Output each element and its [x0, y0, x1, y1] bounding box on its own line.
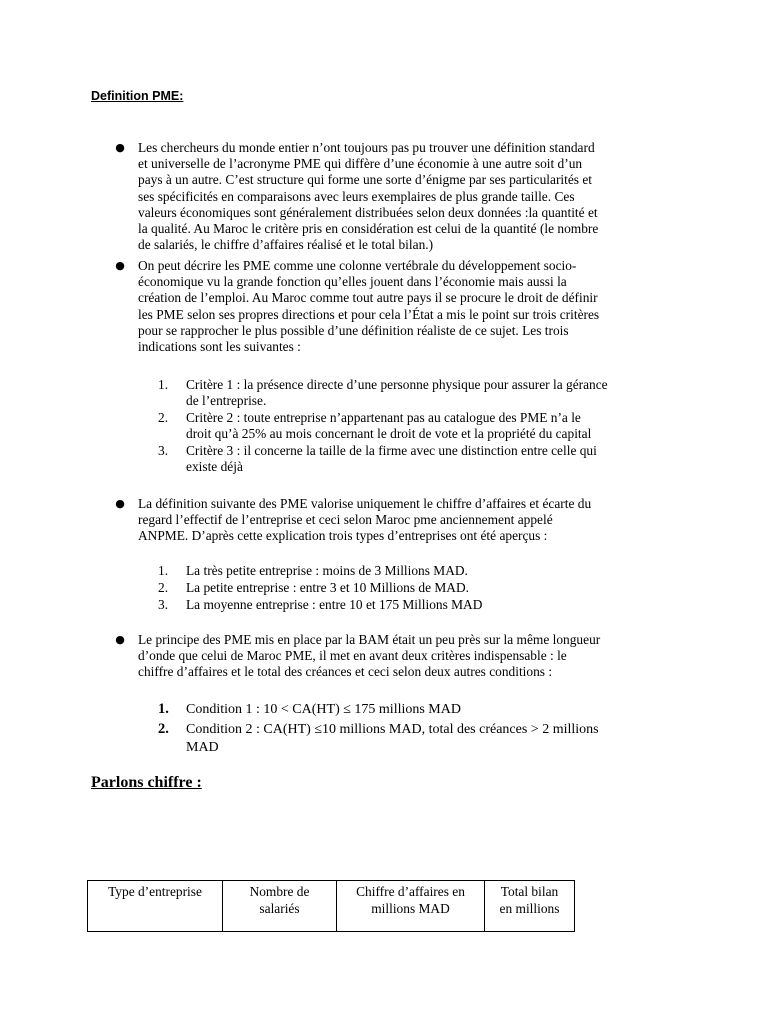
- pme-table: [87, 880, 575, 932]
- table-header-row: [88, 881, 575, 932]
- table-header-cell: [337, 881, 485, 932]
- bullet-dot-icon: ●: [115, 259, 125, 272]
- list-number: 3.: [158, 597, 169, 612]
- list-number: 2.: [158, 721, 169, 737]
- list-number: 1.: [158, 701, 169, 717]
- header-line: Chiffre d’affaires en: [356, 884, 465, 899]
- bullet-text: [138, 632, 680, 681]
- text-line: La définition suivante des PME valorise uniquement le chiffre d’affaires et écarte du: [138, 496, 592, 511]
- text-line: Le principe des PME mis en place par la BAM était un peu près sur la même longueur: [138, 632, 601, 647]
- bullet-dot-icon: ●: [115, 141, 125, 154]
- text-line: Critère 3 : il concerne la taille de la firme avec une distinction entre celle qui: [186, 443, 597, 458]
- text-line: Les chercheurs du monde entier n’ont toujours pas pu trouver une définition standard: [138, 140, 595, 155]
- bullet-text: [138, 258, 680, 355]
- list-number: 1.: [158, 377, 169, 392]
- list-number: 1.: [158, 563, 169, 578]
- text-line: pays à un autre. C’est structure qui forme une sorte d’énigme par ses particularités et: [138, 172, 593, 188]
- condition-text: [186, 701, 461, 719]
- table-header-cell: [223, 881, 337, 932]
- text-line: les PME selon ses propres directions et pour cela l’État a mis le point sur trois critères: [138, 306, 600, 322]
- table-header-cell: [88, 881, 223, 932]
- text-line: ses spécificités en comparaisons avec leurs exemplaires de plus grande taille. Ces: [138, 188, 575, 204]
- text-line: Condition 2 : CA(HT) ≤10 millions MAD, total des créances > 2 millions: [186, 722, 599, 737]
- list-number: 3.: [158, 443, 169, 458]
- critere-text: [186, 377, 608, 409]
- bullet-text: [138, 140, 680, 253]
- text-line: Critère 2 : toute entreprise n’appartenant pas au catalogue des PME n’a le: [186, 410, 581, 425]
- critere-text: [186, 410, 591, 442]
- text-line: chiffre d’affaires et le total des créances et ceci selon deux autres conditions :: [138, 664, 553, 680]
- list-number: 2.: [158, 410, 169, 425]
- text-line: On peut décrire les PME comme une colonne vertébrale du développement socio-: [138, 258, 577, 273]
- table-header-cell: [485, 881, 575, 932]
- header-line: Type d’entreprise: [108, 884, 202, 899]
- text-line: création de l’emploi. Au Maroc comme tout autre pays il se procure le droit de définir: [138, 290, 598, 306]
- text-line: ANPME. D’après cette explication trois types d’entreprises ont été aperçus :: [138, 528, 548, 544]
- text-line: Condition 1 : 10 < CA(HT) ≤ 175 millions MAD: [186, 702, 461, 717]
- type-text: La moyenne entreprise : entre 10 et 175 Millions MAD: [186, 597, 483, 612]
- bullet-dot-icon: ●: [115, 497, 125, 510]
- text-line: pour se rapprocher le plus possible d’une définition réaliste de ce sujet. Les trois: [138, 322, 569, 338]
- list-number: 2.: [158, 580, 169, 595]
- text-line: indications sont les suivantes :: [138, 339, 301, 355]
- header-line: salariés: [259, 901, 300, 916]
- condition-text: [186, 721, 599, 756]
- text-line: économique vu la grande fonction qu’elles jouent dans l’économie mais aussi la: [138, 274, 567, 290]
- definition-heading: Definition PME:: [91, 89, 184, 103]
- text-line: et universelle de l’acronyme PME qui diffère d’une économie à une autre soit d’un: [138, 156, 583, 172]
- text-line: Critère 1 : la présence directe d’une personne physique pour assurer la gérance: [186, 377, 608, 392]
- type-text: La petite entreprise : entre 3 et 10 Millions de MAD.: [186, 580, 469, 595]
- type-text: La très petite entreprise : moins de 3 Millions MAD.: [186, 563, 468, 578]
- header-line: Nombre de: [249, 884, 310, 899]
- text-line: regard l’effectif de l’entreprise et ceci selon Maroc pme anciennement appelé: [138, 512, 553, 528]
- text-line: d’onde que celui de Maroc PME, il met en avant deux critères indispensable : le: [138, 648, 567, 664]
- bullet-dot-icon: ●: [115, 633, 125, 646]
- critere-text: [186, 443, 597, 475]
- text-line: droit qu’à 25% au mois concernant le droit de vote et la propriété du capital: [186, 426, 592, 442]
- header-line: en millions: [499, 901, 560, 916]
- text-line: de l’entreprise.: [186, 393, 267, 409]
- text-line: existe déjà: [186, 459, 243, 475]
- text-line: valeurs économiques sont généralement distribuées selon deux données :la quantité et: [138, 204, 598, 220]
- header-line: millions MAD: [371, 901, 450, 916]
- bullet-text: [138, 496, 680, 545]
- text-line: de salariés, le chiffre d’affaires réalisé et le total bilan.): [138, 237, 434, 253]
- header-line: Total bilan: [500, 884, 559, 899]
- text-line: MAD: [186, 739, 219, 755]
- text-line: la qualité. Au Maroc le critère pris en considération est celui de la quantité (le nombre: [138, 221, 599, 237]
- section-title: Parlons chiffre :: [91, 774, 202, 791]
